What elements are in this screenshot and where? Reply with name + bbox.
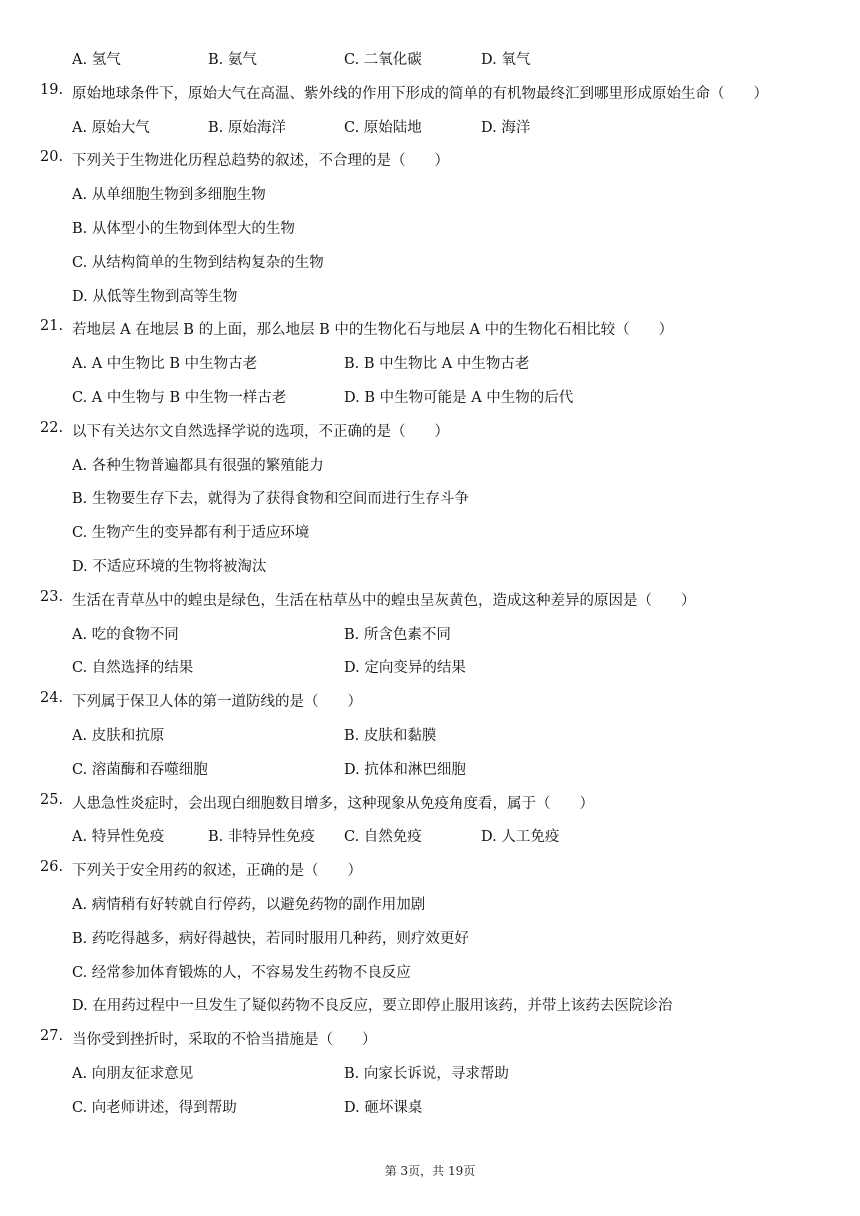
question-number: 20. <box>40 149 64 166</box>
question-stem: 生活在青草丛中的蝗虫是绿色，生活在枯草丛中的蝗虫呈灰黄色，造成这种差异的原因是（ ） <box>72 592 696 609</box>
answer-option: B. 药吃得越多，病好得越快，若同时服用几种药，则疗效更好 <box>72 930 469 947</box>
answer-option: D. 抗体和淋巴细胞 <box>344 761 466 778</box>
question-stem: 下列关于安全用药的叙述，正确的是（ ） <box>72 863 362 880</box>
answer-option: D. 人工免疫 <box>481 829 560 846</box>
question-stem: 下列关于生物进化历程总趋势的叙述，不合理的是（ ） <box>72 153 449 170</box>
answer-option: C. 向老师讲述，得到帮助 <box>72 1099 237 1116</box>
answer-option: C. 溶菌酶和吞噬细胞 <box>72 761 208 778</box>
question-stem: 当你受到挫折时，采取的不恰当措施是（ ） <box>72 1032 377 1049</box>
answer-option: C. 自然免疫 <box>344 829 422 846</box>
answer-option: A. 吃的食物不同 <box>72 626 179 643</box>
answer-option: A. 各种生物普遍都具有很强的繁殖能力 <box>72 457 324 474</box>
page-footer: 第 3页，共 19页 <box>384 1164 476 1178</box>
question-number: 21. <box>40 318 64 335</box>
answer-option: D. B 中生物可能是 A 中生物的后代 <box>344 390 574 406</box>
question-stem: 若地层 A 在地层 B 的上面，那么地层 B 中的生物化石与地层 A 中的生物化石相比较（ ） <box>72 322 674 339</box>
answer-option: B. 所含色素不同 <box>344 626 451 643</box>
answer-option: D. 不适应环境的生物将被淘汰 <box>72 559 267 575</box>
answer-option: A. A 中生物比 B 中生物古老 <box>72 356 258 373</box>
answer-option: D. 定向变异的结果 <box>344 660 466 677</box>
answer-option: B. 从体型小的生物到体型大的生物 <box>72 221 295 237</box>
answer-option: D. 砸坏课桌 <box>344 1099 423 1116</box>
answer-option: C. 生物产生的变异都有利于适应环境 <box>72 525 310 542</box>
question-stem: 以下有关达尔文自然选择学说的选项，不正确的是（ ） <box>72 423 449 440</box>
question-stem: 原始地球条件下，原始大气在高温、紫外线的作用下形成的简单的有机物最终汇到哪里形成原始生命（ ） <box>72 85 768 102</box>
question-number: 27. <box>40 1028 64 1045</box>
answer-option: D. 氧气 <box>481 52 531 68</box>
answer-option: B. 非特异性免疫 <box>208 829 315 846</box>
answer-option: C. A 中生物与 B 中生物一样古老 <box>72 390 287 406</box>
question-number: 23. <box>40 588 64 605</box>
question-number: 25. <box>40 791 64 808</box>
question-number: 26. <box>40 859 64 876</box>
answer-option: B. 氨气 <box>208 52 257 68</box>
answer-option: A. 氢气 <box>72 52 121 68</box>
answer-option: A. 特异性免疫 <box>72 829 165 846</box>
answer-option: B. 皮肤和黏膜 <box>344 728 437 744</box>
answer-option: B. B 中生物比 A 中生物古老 <box>344 356 530 373</box>
answer-option: A. 病情稍有好转就自行停药，以避免药物的副作用加剧 <box>72 897 426 913</box>
answer-option: B. 向家长诉说，寻求帮助 <box>344 1066 509 1082</box>
answer-option: C. 二氧化碳 <box>344 52 422 68</box>
question-number: 19. <box>40 81 64 98</box>
answer-option: C. 经常参加体育锻炼的人，不容易发生药物不良反应 <box>72 964 411 981</box>
question-number: 22. <box>40 419 64 436</box>
answer-option: A. 向朋友征求意见 <box>72 1066 194 1082</box>
answer-option: C. 从结构简单的生物到结构复杂的生物 <box>72 254 324 271</box>
answer-option: A. 原始大气 <box>72 119 150 136</box>
answer-option: D. 从低等生物到高等生物 <box>72 288 238 305</box>
question-stem: 下列属于保卫人体的第一道防线的是（ ） <box>72 694 362 711</box>
answer-option: B. 原始海洋 <box>208 119 286 136</box>
question-number: 24. <box>40 690 64 707</box>
answer-option: C. 自然选择的结果 <box>72 660 194 677</box>
answer-option: B. 生物要生存下去，就得为了获得食物和空间而进行生存斗争 <box>72 491 469 508</box>
answer-option: C. 原始陆地 <box>344 119 422 136</box>
answer-option: D. 在用药过程中一旦发生了疑似药物不良反应，要立即停止服用该药，并带上该药去医院诊治 <box>72 998 673 1015</box>
answer-option: D. 海洋 <box>481 119 531 136</box>
question-stem: 人患急性炎症时，会出现白细胞数目增多，这种现象从免疫角度看，属于（ ） <box>72 795 594 812</box>
answer-option: A. 皮肤和抗原 <box>72 728 165 744</box>
answer-option: A. 从单细胞生物到多细胞生物 <box>72 187 266 204</box>
